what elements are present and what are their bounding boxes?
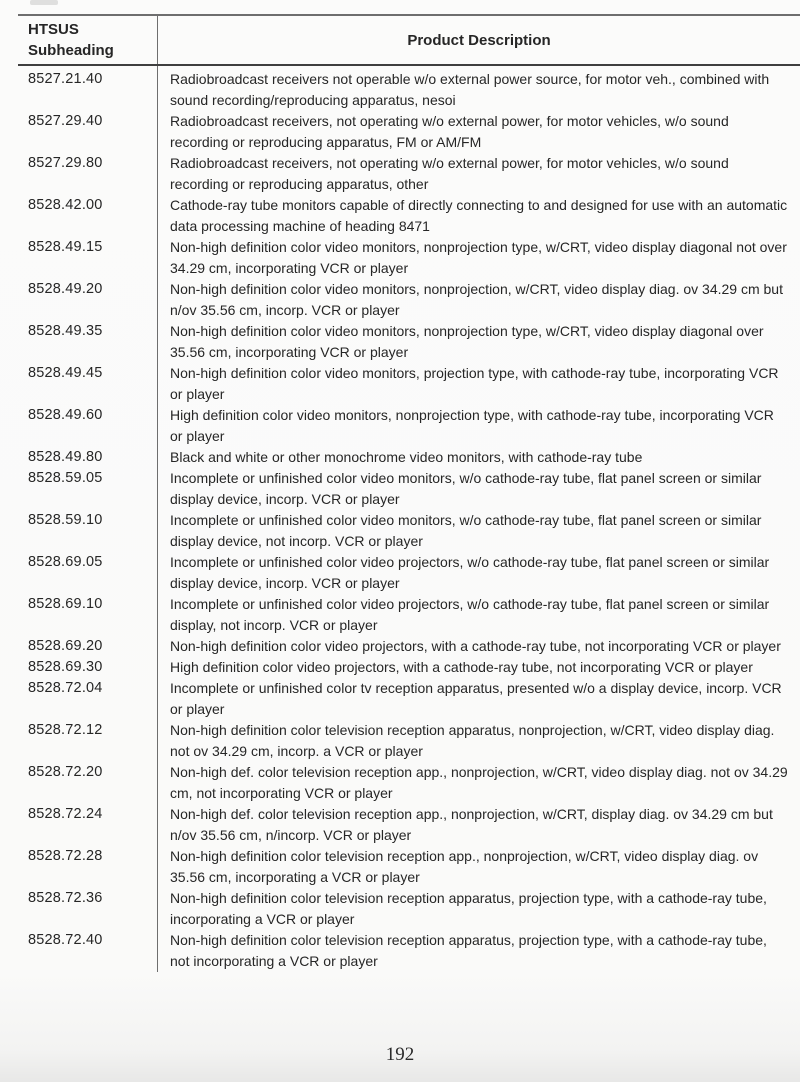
subheading-code: 8528.72.20 — [28, 764, 103, 780]
table-row — [18, 636, 800, 657]
product-description: Incomplete or unfinished color video monitors, w/o cathode-ray tube, flat panel screen or similar display device, incorp. VCR or player — [157, 468, 800, 510]
table-row — [18, 846, 800, 888]
product-description: Non-high definition color video monitors, projection type, with cathode-ray tube, incorporating VCR or player — [157, 363, 800, 405]
subheading-code: 8528.49.45 — [28, 365, 103, 381]
subheading-code: 8528.49.35 — [28, 323, 103, 339]
subheading-code: 8528.72.28 — [28, 848, 103, 864]
subheading-code: 8528.49.60 — [28, 407, 103, 423]
table-row — [18, 510, 800, 552]
column-header-product-description: Product Description — [157, 16, 800, 64]
product-description: Black and white or other monochrome video monitors, with cathode-ray tube — [157, 447, 800, 468]
subheading-code: 8528.59.05 — [28, 470, 103, 486]
table-row — [18, 762, 800, 804]
product-description: Incomplete or unfinished color video projectors, w/o cathode-ray tube, flat panel screen or similar display, not incorp. VCR or player — [157, 594, 800, 636]
page-number: 192 — [385, 1044, 415, 1065]
table-row — [18, 594, 800, 636]
scan-artifact — [30, 0, 58, 5]
table-row — [18, 111, 800, 153]
product-description: Non-high def. color television reception app., nonprojection, w/CRT, display diag. ov 34.29 cm but n/ov 35.56 cm, n/incorp. VCR or player — [157, 804, 800, 846]
table-row — [18, 321, 800, 363]
product-description: Non-high def. color television reception app., nonprojection, w/CRT, video display diag. not ov 34.29 cm, not incorporating VCR or player — [157, 762, 800, 804]
htsus-table — [18, 14, 800, 972]
product-description: Incomplete or unfinished color video projectors, w/o cathode-ray tube, flat panel screen or similar display device, incorp. VCR or player — [157, 552, 800, 594]
table-row — [18, 237, 800, 279]
table-row — [18, 552, 800, 594]
table-row — [18, 66, 800, 111]
product-description: Non-high definition color video projectors, with a cathode-ray tube, not incorporating VCR or player — [157, 636, 800, 657]
subheading-code: 8528.72.36 — [28, 890, 103, 906]
table-row — [18, 447, 800, 468]
product-description: Non-high definition color video monitors, nonprojection, w/CRT, video display diag. ov 34.29 cm but n/ov 35.56 cm, incorp. VCR or player — [157, 279, 800, 321]
product-description: Non-high definition color television reception app., nonprojection, w/CRT, video display diag. ov 35.56 cm, incorporating a VCR or player — [157, 846, 800, 888]
table-header-row — [18, 16, 800, 66]
product-description: Non-high definition color video monitors, nonprojection type, w/CRT, video display diagonal over 35.56 cm, incorporating VCR or player — [157, 321, 800, 363]
product-description: Non-high definition color television reception apparatus, projection type, with a cathode-ray tube, not incorporating a VCR or player — [157, 930, 800, 972]
table-row — [18, 930, 800, 972]
subheading-code: 8528.49.15 — [28, 239, 103, 255]
table-row — [18, 279, 800, 321]
subheading-code: 8527.21.40 — [28, 71, 103, 87]
subheading-code: 8528.69.05 — [28, 554, 103, 570]
product-description: High definition color video monitors, nonprojection type, with cathode-ray tube, incorporating VCR or player — [157, 405, 800, 447]
table-row — [18, 657, 800, 678]
product-description: Non-high definition color television reception apparatus, projection type, with a cathode-ray tube, incorporating a VCR or player — [157, 888, 800, 930]
subheading-code: 8528.69.10 — [28, 596, 103, 612]
product-description: Radiobroadcast receivers, not operating w/o external power, for motor vehicles, w/o sound recording or reproducing apparatus, other — [157, 153, 800, 195]
product-description: Incomplete or unfinished color video monitors, w/o cathode-ray tube, flat panel screen or similar display device, not incorp. VCR or player — [157, 510, 800, 552]
product-description: Radiobroadcast receivers not operable w/o external power source, for motor veh., combined with sound recording/reproducing apparatus, nesoi — [157, 66, 800, 111]
table-row — [18, 804, 800, 846]
table-row — [18, 720, 800, 762]
product-description: Radiobroadcast receivers, not operating w/o external power, for motor vehicles, w/o sound recording or reproducing apparatus, FM or AM/FM — [157, 111, 800, 153]
product-description: Incomplete or unfinished color tv reception apparatus, presented w/o a display device, incorp. VCR or player — [157, 678, 800, 720]
table-row — [18, 405, 800, 447]
product-description: Non-high definition color video monitors, nonprojection type, w/CRT, video display diagonal not over 34.29 cm, incorporating VCR or player — [157, 237, 800, 279]
product-description: Cathode-ray tube monitors capable of directly connecting to and designed for use with an automatic data processing machine of heading 8471 — [157, 195, 800, 237]
product-description: High definition color video projectors, with a cathode-ray tube, not incorporating VCR or player — [157, 657, 800, 678]
product-description: Non-high definition color television reception apparatus, nonprojection, w/CRT, video display diag. not ov 34.29 cm, incorp. a VCR or player — [157, 720, 800, 762]
table-row — [18, 468, 800, 510]
subheading-code: 8528.72.12 — [28, 722, 103, 738]
subheading-code: 8528.69.20 — [28, 638, 103, 654]
subheading-code: 8527.29.80 — [28, 155, 103, 171]
subheading-code: 8527.29.40 — [28, 113, 103, 129]
table-row — [18, 678, 800, 720]
subheading-code: 8528.72.04 — [28, 680, 103, 696]
subheading-code: 8528.69.30 — [28, 659, 103, 675]
subheading-code: 8528.72.40 — [28, 932, 103, 948]
subheading-code: 8528.42.00 — [28, 197, 103, 213]
subheading-code: 8528.49.20 — [28, 281, 103, 297]
column-header-htsus-subheading: HTSUS Subheading — [28, 21, 114, 59]
subheading-code: 8528.49.80 — [28, 449, 103, 465]
subheading-code: 8528.59.10 — [28, 512, 103, 528]
table-row — [18, 363, 800, 405]
table-row — [18, 195, 800, 237]
table-row — [18, 153, 800, 195]
subheading-code: 8528.72.24 — [28, 806, 103, 822]
table-body — [18, 66, 800, 972]
table-row — [18, 888, 800, 930]
